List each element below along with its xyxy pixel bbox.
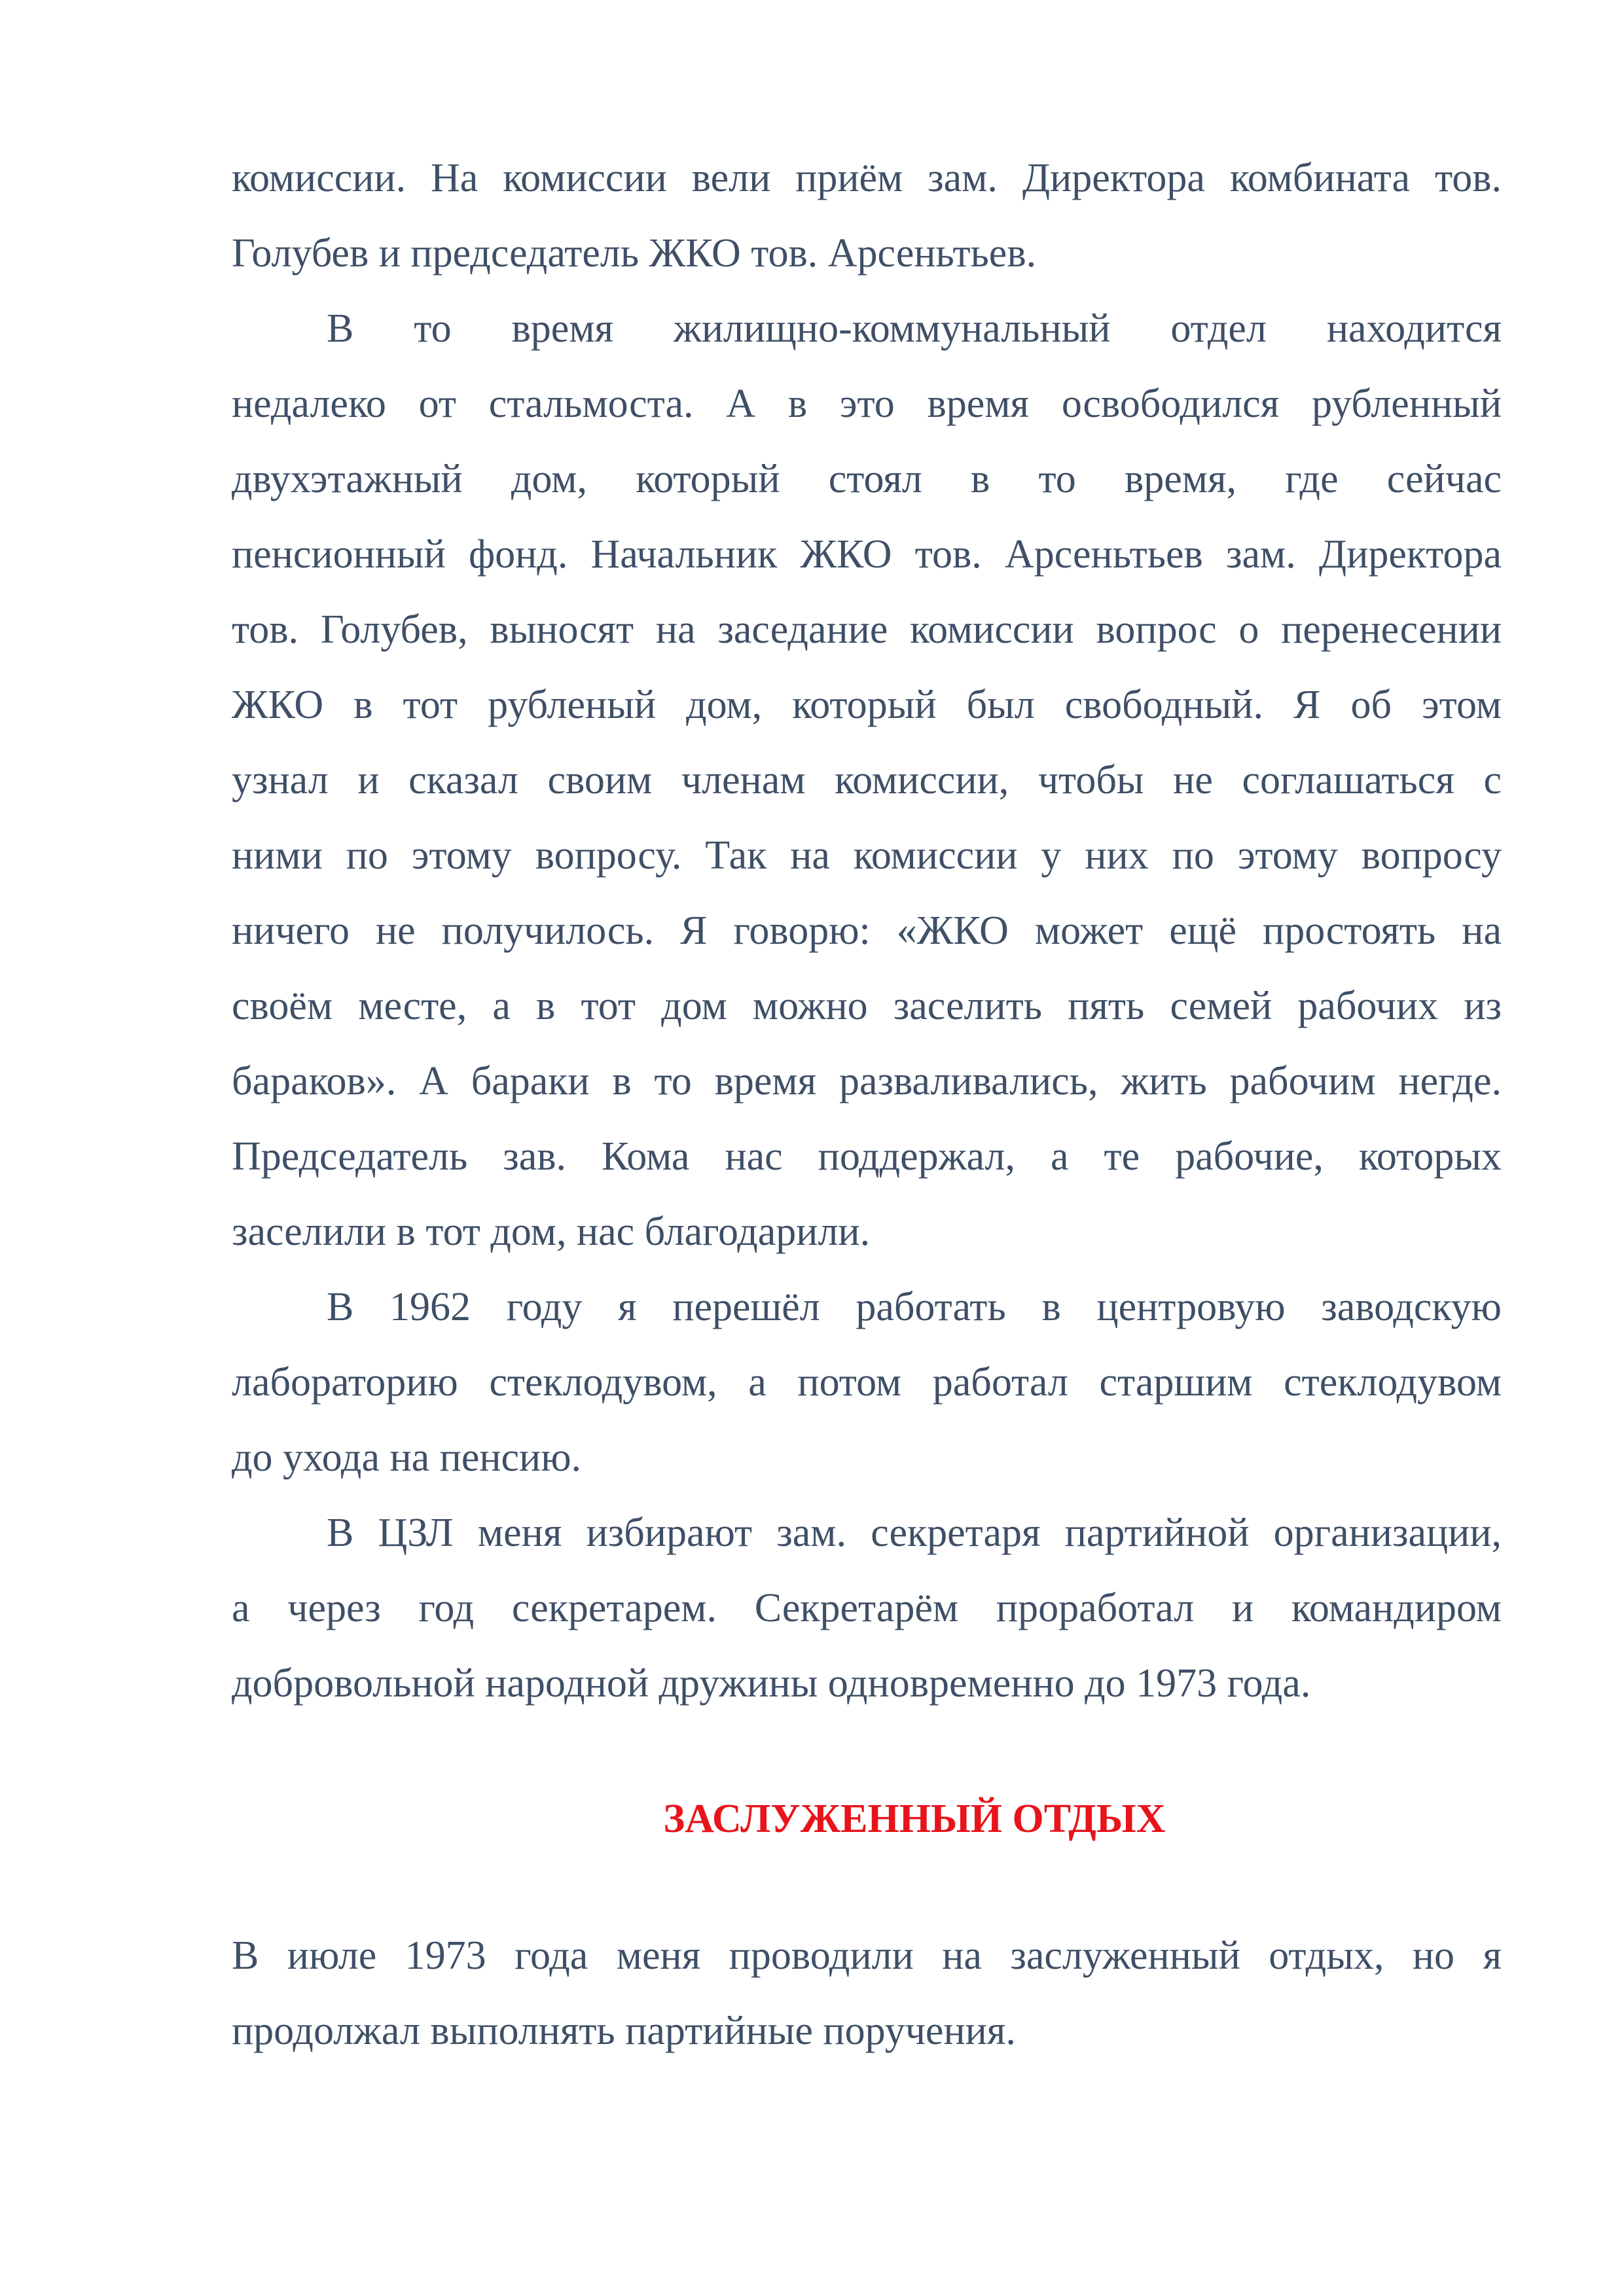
text-line: узнал и сказал своим членам комиссии, чтобы не соглашаться с [232, 758, 1502, 802]
text-line: заселили в тот дом, нас благодарили. [232, 1210, 871, 1254]
text-line: недалеко от стальмоста. А в это время освободился рубленный [232, 382, 1502, 426]
text-line: тов. Голубев, выносят на заседание комиссии вопрос о перенесении [232, 607, 1502, 652]
text-line: В ЦЗЛ меня избирают зам. секретаря партийной организации, [327, 1511, 1502, 1555]
text-line: ничего не получилось. Я говорю: «ЖКО может ещё простоять на [232, 908, 1502, 953]
text-line: Голубев и председатель ЖКО тов. Арсеньтьев. [232, 231, 1037, 276]
text-line: добровольной народной дружины одновременно до 1973 года. [232, 1661, 1311, 1706]
closing-paragraph [232, 1918, 1502, 2069]
text-line: лабораторию стеклодувом, а потом работал старшим стеклодувом [232, 1360, 1502, 1405]
text-line: своём месте, а в тот дом можно заселить пять семей рабочих из [232, 984, 1502, 1028]
text-line: В то время жилищно-коммунальный отдел находится [327, 306, 1502, 351]
text-line: до ухода на пенсию. [232, 1435, 582, 1480]
text-line: двухэтажный дом, который стоял в то время, где сейчас [232, 457, 1502, 501]
text-line: ними по этому вопросу. Так на комиссии у них по этому вопросу [232, 833, 1502, 878]
section-heading: ЗАСЛУЖЕННЫЙ ОТДЫХ [663, 1797, 1166, 1841]
text-line: пенсионный фонд. Начальник ЖКО тов. Арсеньтьев зам. Директора [232, 532, 1502, 577]
body-text [232, 141, 1502, 1721]
text-line: В июле 1973 года меня проводили на заслуженный отдых, но я [232, 1933, 1502, 1978]
text-line: бараков». А бараки в то время разваливались, жить рабочим негде. [232, 1059, 1502, 1103]
text-line: В 1962 году я перешёл работать в центровую заводскую [327, 1285, 1502, 1329]
text-line: Председатель зав. Кома нас поддержал, а те рабочие, которых [232, 1134, 1502, 1179]
text-line: ЖКО в тот рубленый дом, который был свободный. Я об этом [232, 683, 1502, 727]
text-line: продолжал выполнять партийные поручения. [232, 2009, 1016, 2053]
text-line: а через год секретарем. Секретарём проработал и командиром [232, 1586, 1502, 1630]
text-line: комиссии. На комиссии вели приём зам. Директора комбината тов. [232, 156, 1502, 200]
